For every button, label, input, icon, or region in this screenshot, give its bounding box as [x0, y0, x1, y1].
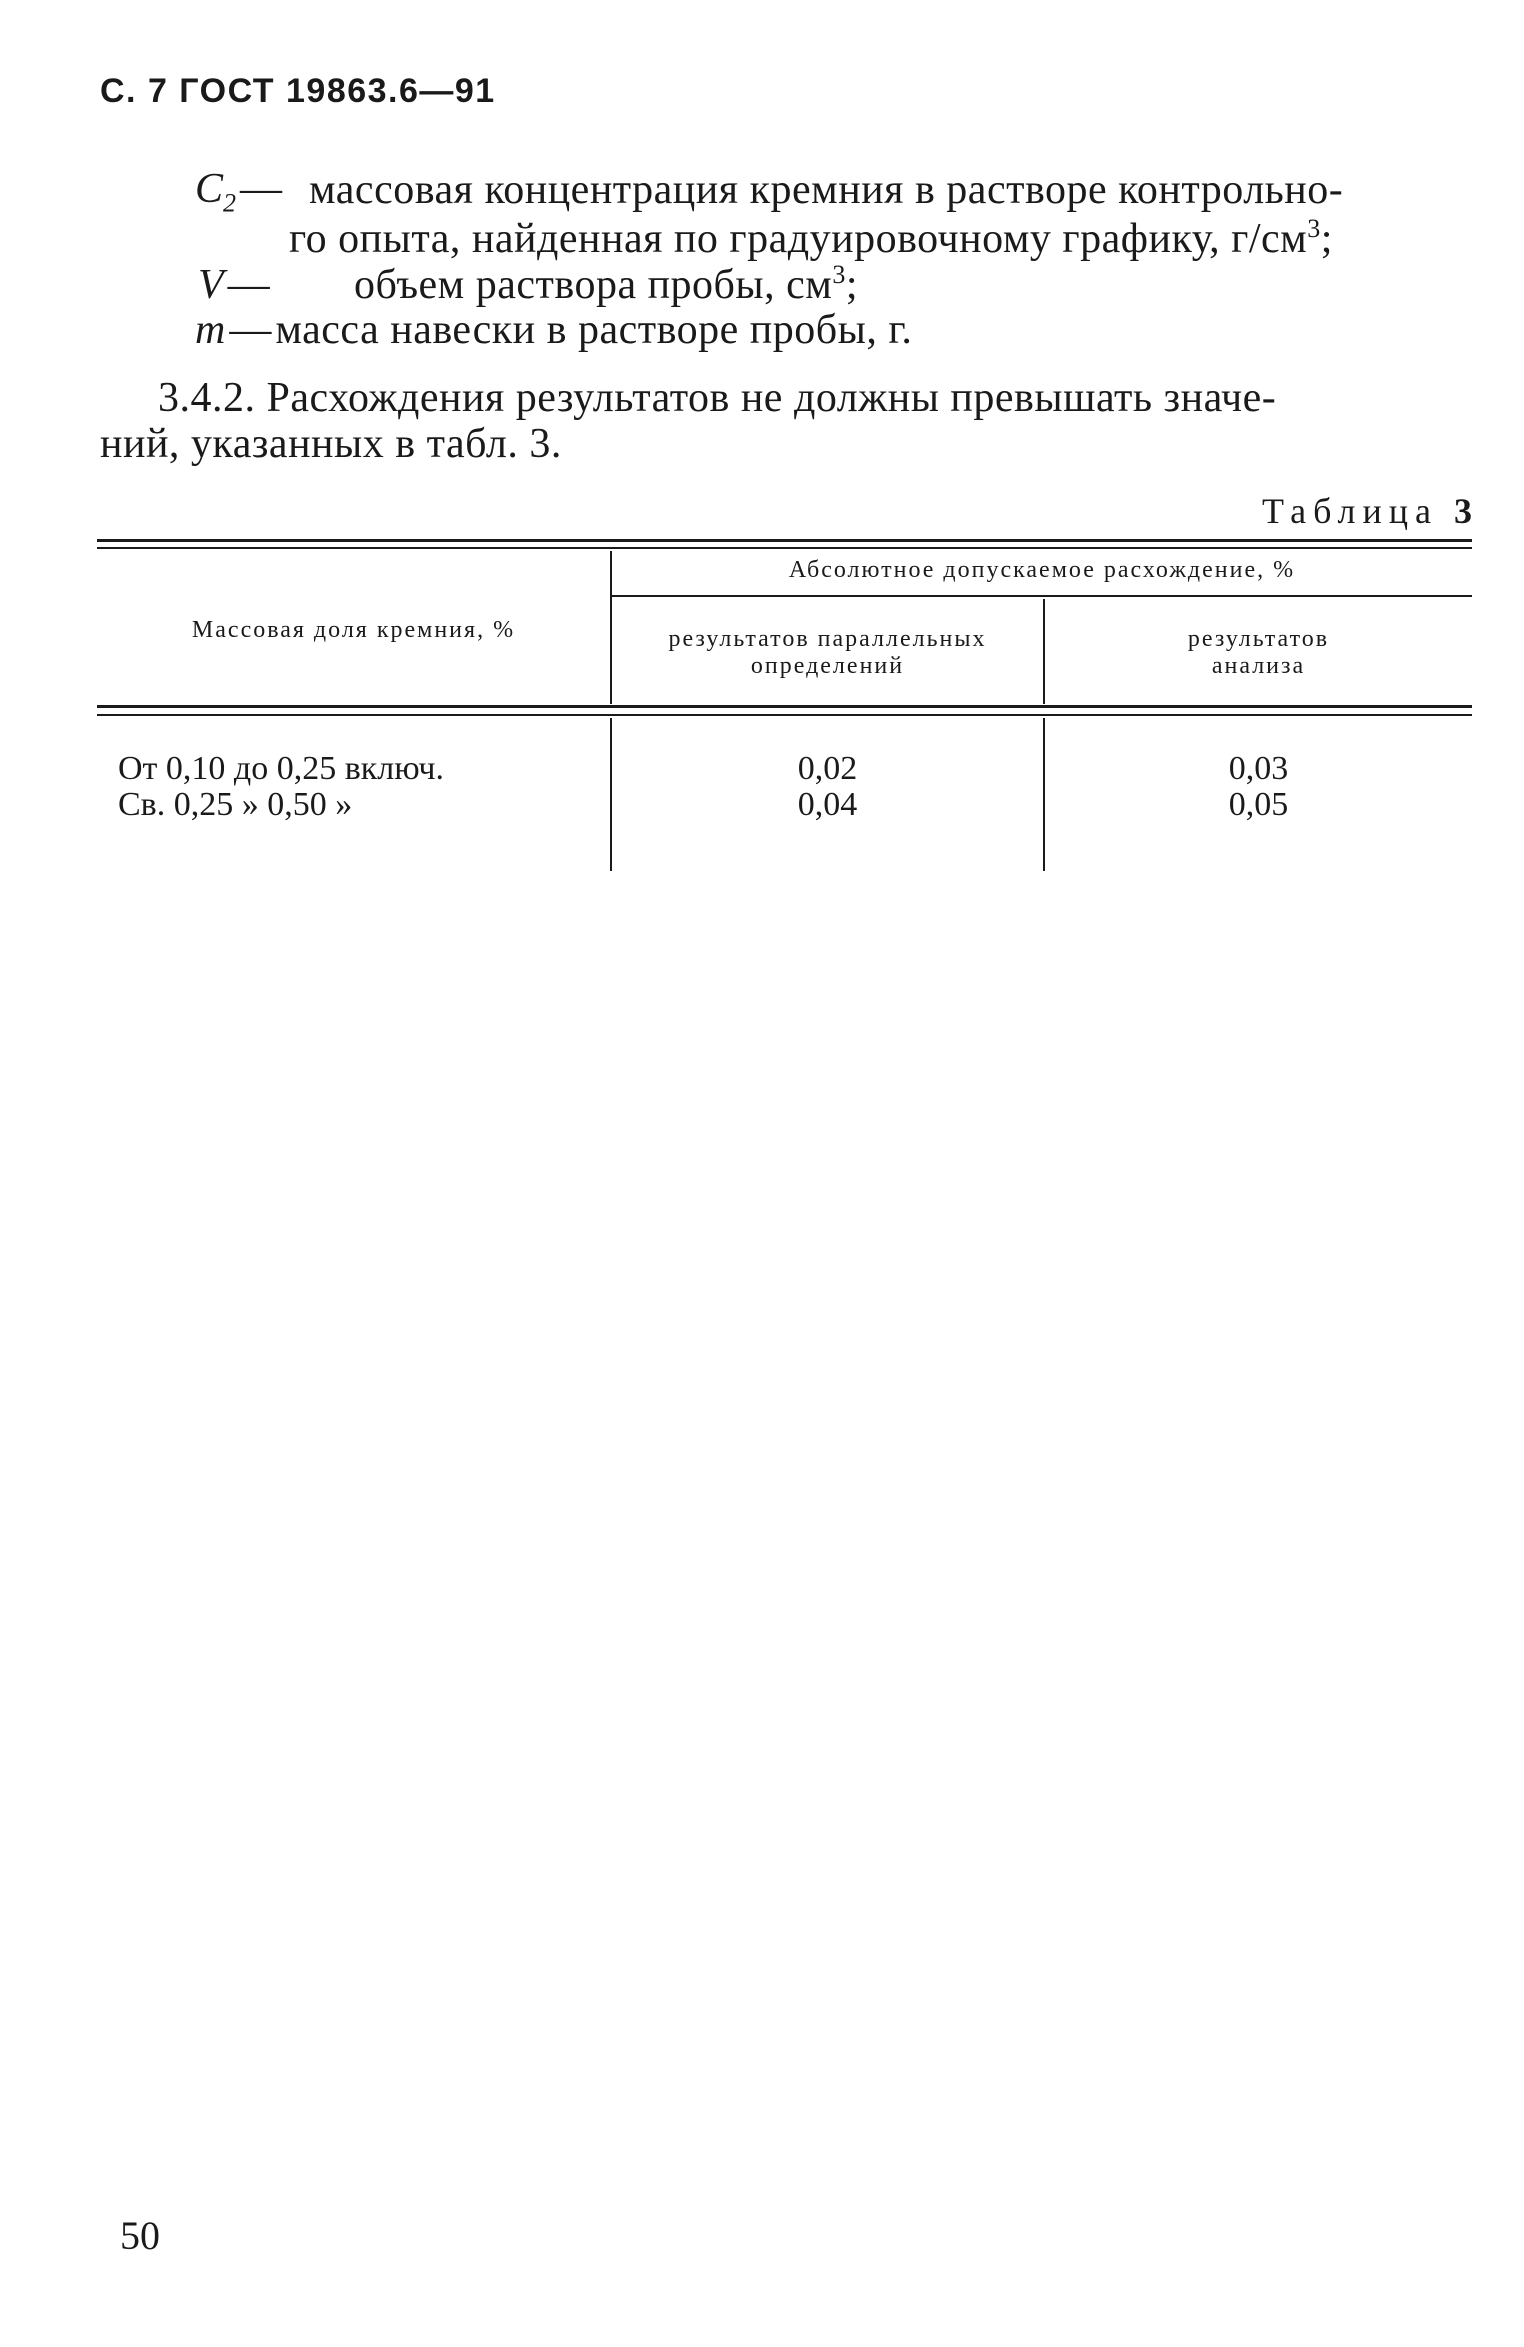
table-top-rule-inner	[97, 547, 1472, 549]
definition-v	[198, 261, 270, 309]
header-analysis: результатов анализа	[1187, 626, 1330, 679]
definition-c2-line2: го опыта, найденная по градуировочному графику, $г/см^3$;	[289, 214, 1333, 262]
dash: —	[240, 166, 283, 212]
dash: —	[229, 307, 272, 353]
table-row: Св. 0,25 » 0,50 »	[118, 786, 353, 823]
cell-analysis-2: 0,05	[1228, 786, 1289, 823]
table-header-rule	[97, 705, 1472, 708]
cell-parallel-1: 0,02	[797, 750, 858, 787]
paragraph-line1: 3.4.2. Расхождения результатов не должны превышать значе-	[158, 375, 1277, 421]
definition-c2	[195, 165, 283, 218]
definition-m-text: масса навески в растворе пробы, г.	[275, 307, 913, 353]
definition-v-text: объем раствора пробы, $см^3$;	[354, 260, 859, 308]
symbol-m: m	[195, 307, 226, 353]
table-caption	[1262, 490, 1472, 532]
definition-c2-line1: массовая концентрация кремния в растворе контрольно-	[309, 167, 1344, 213]
page-header: С. 7 ГОСТ 19863.6—91	[100, 72, 496, 110]
table-caption-number: 3	[1454, 491, 1472, 531]
symbol-c2: $C_2$	[195, 166, 237, 218]
table-row: От 0,10 до 0,25 включ.	[118, 750, 444, 787]
paragraph-line2: ний, указанных в табл. 3.	[100, 421, 562, 467]
table-top-rule	[97, 539, 1472, 542]
table-header-rule-inner	[97, 714, 1472, 716]
table-subheader-rule	[612, 595, 1472, 597]
symbol-v: V	[198, 262, 224, 308]
dash: —	[227, 262, 270, 308]
definition-m	[195, 306, 912, 354]
header-mass-fraction: Массовая доля кремния, %	[191, 617, 516, 643]
table-caption-word: Таблица	[1262, 491, 1438, 531]
cell-parallel-2: 0,04	[797, 786, 858, 823]
cell-analysis-1: 0,03	[1228, 750, 1289, 787]
header-parallel: результатов параллельных определений	[668, 626, 987, 679]
header-group: Абсолютное допускаемое расхождение, %	[788, 557, 1296, 583]
page-number: 50	[120, 2213, 160, 2258]
